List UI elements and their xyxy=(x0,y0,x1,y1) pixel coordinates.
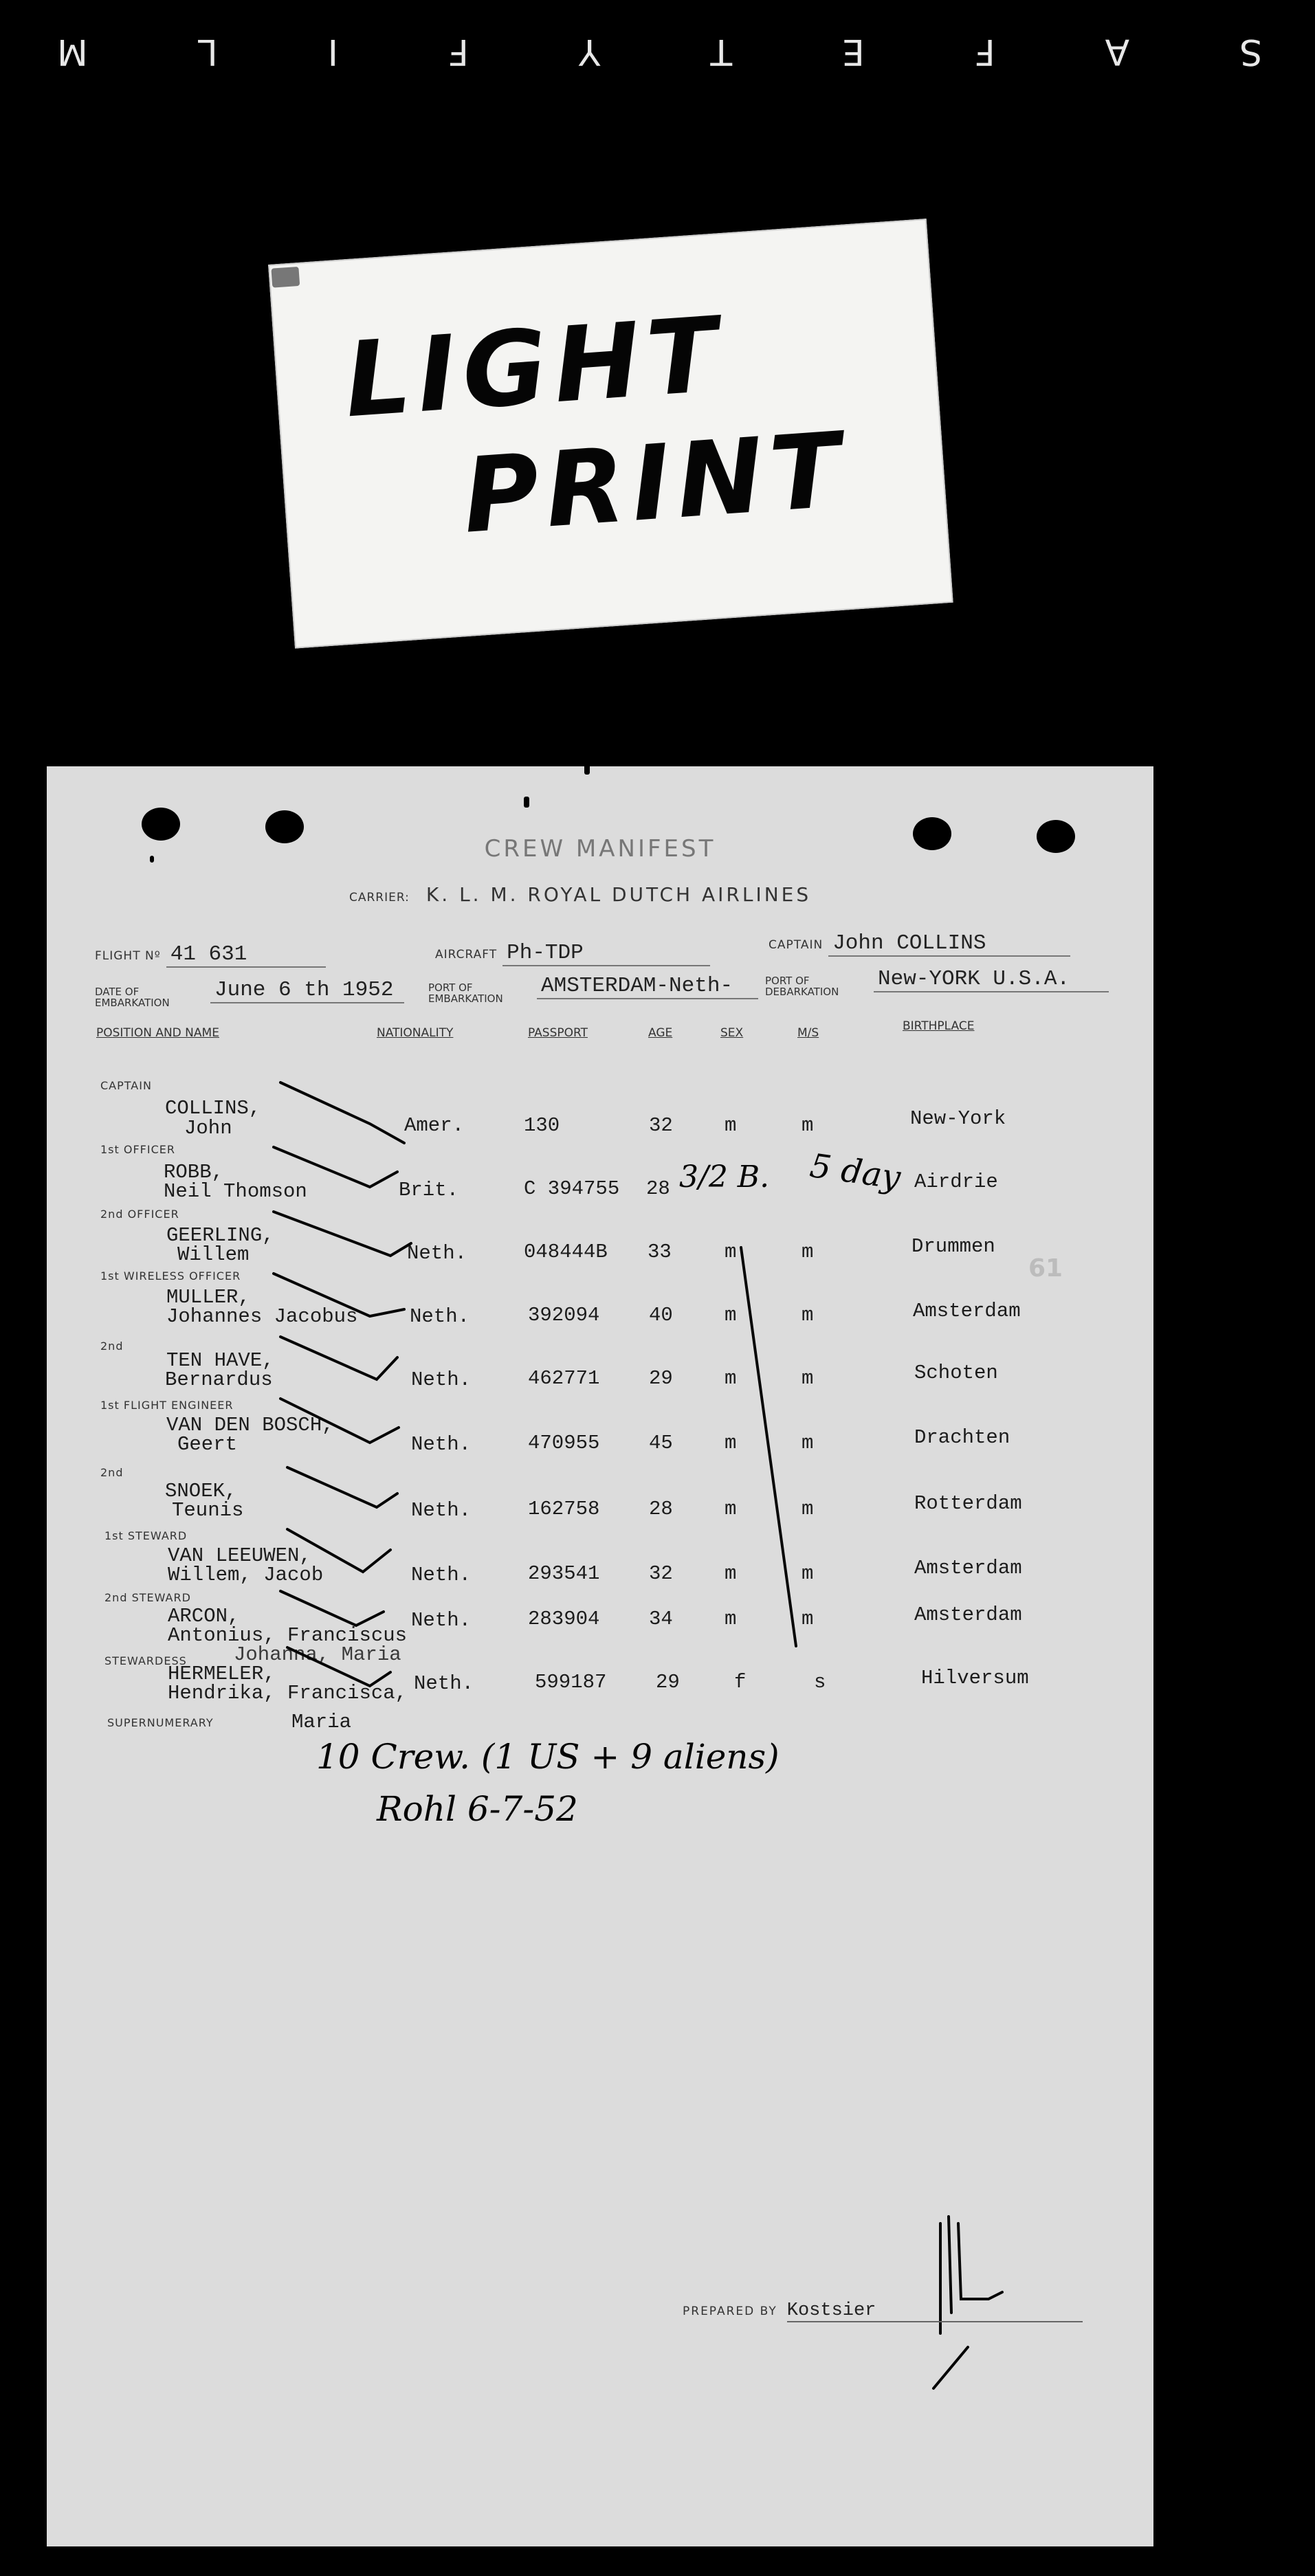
crew-nationality: Neth. xyxy=(407,1242,467,1265)
crew-nationality: Neth. xyxy=(411,1499,472,1522)
column-sex: SEX xyxy=(720,1026,744,1040)
crew-surname: ARCON, xyxy=(168,1605,240,1628)
supernumerary-label: SUPERNUMERARY xyxy=(107,1716,214,1729)
crew-given-names: Hendrika, Francisca, xyxy=(168,1682,408,1705)
check-mark xyxy=(274,1147,397,1187)
crew-passport: 392094 xyxy=(528,1304,600,1326)
crew-marital-status: m xyxy=(802,1114,814,1137)
port-debarkation-value: New-YORK U.S.A. xyxy=(874,967,1109,992)
crew-age: 40 xyxy=(649,1304,673,1326)
crew-age: 29 xyxy=(656,1671,680,1694)
crew-nationality: Brit. xyxy=(399,1179,459,1201)
crew-birthplace: Amsterdam xyxy=(913,1300,1021,1322)
handwritten-note-robb: 3/2 B. xyxy=(679,1159,770,1195)
ditto-line xyxy=(741,1247,796,1646)
crew-surname: COLLINS, xyxy=(165,1097,261,1120)
crew-nationality: Neth. xyxy=(411,1433,472,1456)
crew-given-names: Willem, Jacob xyxy=(168,1564,324,1586)
crew-passport: 599187 xyxy=(535,1671,607,1694)
date-label: DATE OF EMBARKATION xyxy=(95,986,170,1009)
crew-birthplace: Drachten xyxy=(914,1426,1010,1449)
crew-nationality: Neth. xyxy=(411,1609,472,1632)
column-marital-status: M/S xyxy=(797,1026,819,1040)
crew-position: CAPTAIN xyxy=(100,1079,152,1092)
crew-position: 2nd OFFICER xyxy=(100,1208,179,1221)
crew-birthplace: Hilversum xyxy=(921,1667,1029,1689)
film-letter: Y xyxy=(574,31,601,72)
card-tape xyxy=(271,267,300,288)
crew-given-names: Bernardus xyxy=(165,1368,273,1391)
crew-nationality: Neth. xyxy=(411,1368,472,1391)
crew-sex: m xyxy=(725,1608,737,1630)
film-letter: F xyxy=(443,31,469,72)
captain-label: CAPTAIN xyxy=(769,938,824,952)
card-line-2: PRINT xyxy=(459,410,852,557)
crew-given-names: Johannes Jacobus xyxy=(166,1305,358,1328)
crew-surname: TEN HAVE, xyxy=(166,1349,274,1372)
crew-birthplace: Rotterdam xyxy=(914,1492,1022,1515)
crew-passport: 470955 xyxy=(528,1432,600,1454)
port-embarkation-label: PORT OF EMBARKATION xyxy=(428,981,503,1005)
handwritten-note-robb-days: 5 day xyxy=(807,1146,903,1197)
card-line-1: LIGHT xyxy=(341,295,729,441)
crew-passport: 048444B xyxy=(524,1241,608,1263)
crew-overwritten-names: Johanna, Maria xyxy=(234,1643,401,1666)
crew-passport: C 394755 xyxy=(524,1177,620,1200)
column-birthplace: BIRTHPLACE xyxy=(903,1019,975,1033)
crew-age: 33 xyxy=(648,1241,672,1263)
film-letter: I xyxy=(323,31,338,72)
column-age: AGE xyxy=(648,1026,673,1040)
crew-position: 2nd STEWARD xyxy=(104,1591,191,1604)
crew-surname: SNOEK, xyxy=(165,1480,237,1502)
crew-marital-status: m xyxy=(802,1367,814,1390)
film-letter: S xyxy=(1235,31,1263,72)
column-nationality: NATIONALITY xyxy=(377,1026,454,1040)
handwritten-initials-date: Rohl 6-7-52 xyxy=(377,1789,578,1829)
crew-age: 28 xyxy=(649,1498,673,1520)
crew-age: 32 xyxy=(649,1562,673,1585)
crew-given-names: Neil Thomson xyxy=(164,1180,307,1203)
crew-marital-status: m xyxy=(802,1241,814,1263)
crew-marital-status: m xyxy=(802,1608,814,1630)
crew-marital-status: m xyxy=(802,1432,814,1454)
crew-passport: 162758 xyxy=(528,1498,600,1520)
manifest-title: CREW MANIFEST xyxy=(484,835,716,863)
crew-given-names: Teunis xyxy=(172,1499,244,1522)
check-mark xyxy=(280,1337,397,1379)
crew-surname: ROBB, xyxy=(164,1161,224,1184)
port-debarkation-label: PORT OF DEBARKATION xyxy=(765,975,839,998)
crew-birthplace: Amsterdam xyxy=(914,1557,1022,1579)
crew-birthplace: Schoten xyxy=(914,1362,998,1384)
check-mark xyxy=(280,1591,384,1625)
crew-surname: VAN DEN BOSCH, xyxy=(166,1414,334,1436)
crew-sex: m xyxy=(725,1367,737,1390)
crew-sex: m xyxy=(725,1562,737,1585)
crew-given-names: Willem xyxy=(177,1243,250,1266)
film-letter: M xyxy=(53,31,88,72)
crew-surname: VAN LEEUWEN, xyxy=(168,1544,311,1567)
date-value: June 6 th 1952 xyxy=(210,978,404,1003)
carrier-label: CARRIER: xyxy=(349,891,410,904)
crew-sex: m xyxy=(725,1432,737,1454)
prepared-by-label: PREPARED BY xyxy=(683,2305,777,2318)
prepared-by-value: Kostsier xyxy=(787,2300,1083,2322)
crew-position: 1st WIRELESS OFFICER xyxy=(100,1269,241,1283)
crew-surname: GEERLING, xyxy=(166,1224,274,1247)
crew-position: 1st FLIGHT ENGINEER xyxy=(100,1399,234,1412)
film-letter: A xyxy=(1101,31,1130,72)
check-mark xyxy=(280,1082,404,1143)
crew-sex: f xyxy=(734,1671,747,1694)
film-letter: T xyxy=(706,31,733,72)
crew-birthplace: Airdrie xyxy=(914,1170,998,1193)
crew-nationality: Neth. xyxy=(411,1564,472,1586)
prepared-by-field xyxy=(683,2300,1083,2322)
crew-passport: 283904 xyxy=(528,1608,600,1630)
film-letter: E xyxy=(838,31,865,72)
crew-sex: m xyxy=(725,1241,737,1263)
crew-marital-status: s xyxy=(814,1671,826,1694)
crew-surname: MULLER, xyxy=(166,1286,250,1309)
check-mark xyxy=(280,1399,399,1443)
captain-value: John COLLINS xyxy=(828,931,1070,957)
check-mark xyxy=(287,1467,397,1507)
crew-marital-status: m xyxy=(802,1498,814,1520)
crew-marital-status: m xyxy=(802,1304,814,1326)
column-passport: PASSPORT xyxy=(528,1026,588,1040)
crew-passport: 462771 xyxy=(528,1367,600,1390)
crew-position: 2nd xyxy=(100,1340,124,1353)
crew-position: 2nd xyxy=(100,1466,124,1479)
crew-given-names: Antonius, Franciscus xyxy=(168,1624,408,1647)
check-mark xyxy=(287,1529,390,1572)
signature-stroke xyxy=(933,2347,968,2388)
crew-surname: HERMELER, xyxy=(168,1663,276,1685)
aircraft-value: Ph-TDP xyxy=(502,941,710,966)
crew-passport: 130 xyxy=(524,1114,560,1137)
flight-label: FLIGHT Nº xyxy=(95,949,161,963)
crew-birthplace: Drummen xyxy=(911,1235,995,1258)
film-letter: F xyxy=(970,31,995,72)
check-mark xyxy=(274,1274,404,1316)
crew-age: 45 xyxy=(649,1432,673,1454)
crew-given-names: Geert xyxy=(177,1433,238,1456)
carrier-value: K. L. M. ROYAL DUTCH AIRLINES xyxy=(426,883,812,906)
port-embarkation-value: AMSTERDAM-Neth- xyxy=(537,974,758,999)
light-print-card xyxy=(268,219,953,649)
crew-sex: m xyxy=(725,1114,737,1137)
crew-age: 28 xyxy=(646,1177,670,1200)
crew-passport: 293541 xyxy=(528,1562,600,1585)
crew-age: 29 xyxy=(649,1367,673,1390)
film-letter: L xyxy=(193,31,218,72)
crew-nationality: Neth. xyxy=(410,1305,470,1328)
crew-birthplace: New-York xyxy=(910,1107,1006,1130)
crew-birthplace: Amsterdam xyxy=(914,1603,1022,1626)
crew-given-names: John xyxy=(184,1117,232,1140)
handwritten-crew-count: 10 Crew. (1 US + 9 aliens) xyxy=(316,1737,780,1777)
crew-nationality: Neth. xyxy=(414,1672,474,1695)
aircraft-label: AIRCRAFT xyxy=(435,948,498,962)
stamp-number: 61 xyxy=(1028,1254,1063,1283)
film-edge-strip xyxy=(0,0,1315,103)
crew-manifest-sheet xyxy=(47,766,1153,2546)
supernumerary-name: Maria xyxy=(291,1711,352,1733)
crew-position: 1st OFFICER xyxy=(100,1143,175,1156)
crew-nationality: Amer. xyxy=(404,1114,465,1137)
check-mark xyxy=(274,1212,411,1256)
crew-sex: m xyxy=(725,1498,737,1520)
crew-marital-status: m xyxy=(802,1562,814,1585)
check-mark xyxy=(287,1647,390,1686)
crew-age: 34 xyxy=(649,1608,673,1630)
column-position-name: POSITION AND NAME xyxy=(96,1026,219,1040)
crew-position: STEWARDESS xyxy=(104,1654,187,1667)
crew-age: 32 xyxy=(649,1114,673,1137)
crew-position: 1st STEWARD xyxy=(104,1529,188,1542)
check-marks-layer xyxy=(47,766,1153,2546)
flight-value: 41 631 xyxy=(166,942,326,968)
crew-sex: m xyxy=(725,1304,737,1326)
